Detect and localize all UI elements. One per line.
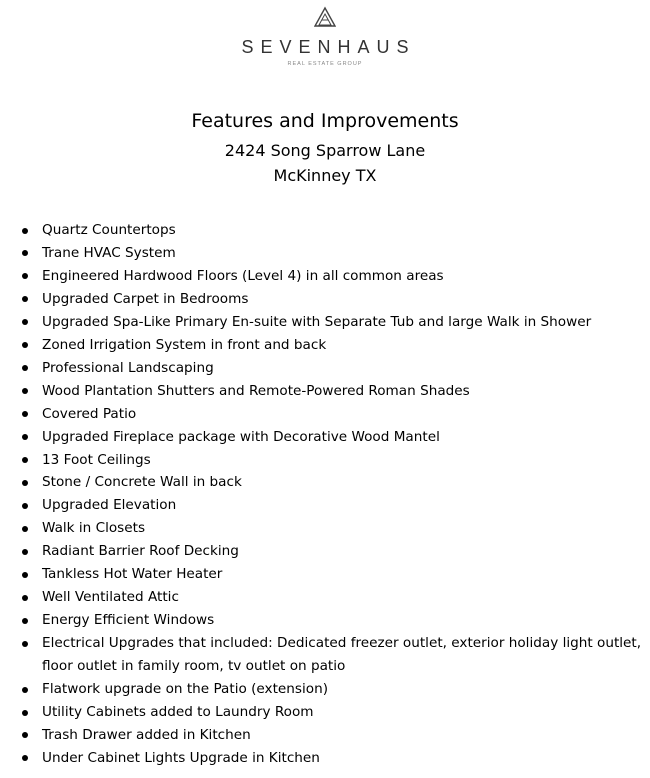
bullet-icon [22, 755, 28, 761]
brand-logo [0, 6, 650, 68]
list-item: Quartz Countertops [0, 219, 650, 242]
document-title: Features and Improvements [191, 110, 459, 132]
list-item: Flatwork upgrade on the Patio (extension) [0, 678, 650, 701]
bullet-icon [22, 549, 28, 555]
list-item: Professional Landscaping [0, 357, 650, 380]
bullet-icon [22, 273, 28, 279]
brand-tagline: REAL ESTATE GROUP [287, 61, 363, 67]
bullet-icon [22, 342, 28, 348]
bullet-icon [22, 296, 28, 302]
list-item: Trash Drawer added in Kitchen [0, 724, 650, 747]
list-item: Tankless Hot Water Heater [0, 563, 650, 586]
bullet-icon [22, 710, 28, 716]
features-list [0, 219, 650, 770]
list-item: Upgraded Elevation [0, 494, 650, 517]
bullet-icon [22, 595, 28, 601]
bullet-icon [22, 526, 28, 532]
list-item: Zoned Irrigation System in front and back [0, 334, 650, 357]
list-item: Upgraded Spa-Like Primary En-suite with Separate Tub and large Walk in Shower [0, 311, 650, 334]
list-item: Wood Plantation Shutters and Remote-Powered Roman Shades [0, 380, 650, 403]
address-line-2: McKinney TX [273, 166, 377, 185]
list-item: Well Ventilated Attic [0, 586, 650, 609]
bullet-icon [22, 457, 28, 463]
triangle-logo-icon [314, 6, 336, 28]
list-item: 13 Foot Ceilings [0, 449, 650, 472]
bullet-icon [22, 411, 28, 417]
list-item: Upgraded Fireplace package with Decorative Wood Mantel [0, 426, 650, 449]
bullet-icon [22, 250, 28, 256]
brand-name: SEVENHAUS [241, 37, 416, 57]
list-item: Energy Efficient Windows [0, 609, 650, 632]
bullet-icon [22, 365, 28, 371]
list-item: Under Cabinet Lights Upgrade in Kitchen [0, 747, 650, 770]
bullet-icon [22, 480, 28, 486]
list-item: Walk in Closets [0, 517, 650, 540]
list-item: Engineered Hardwood Floors (Level 4) in all common areas [0, 265, 650, 288]
bullet-icon [22, 434, 28, 440]
bullet-icon [22, 572, 28, 578]
bullet-icon [22, 732, 28, 738]
address-line-1: 2424 Song Sparrow Lane [224, 141, 426, 160]
bullet-icon [22, 641, 28, 647]
bullet-icon [22, 687, 28, 693]
list-item: Utility Cabinets added to Laundry Room [0, 701, 650, 724]
bullet-icon [22, 388, 28, 394]
list-item: Stone / Concrete Wall in back [0, 471, 650, 494]
list-item: Upgraded Carpet in Bedrooms [0, 288, 650, 311]
list-item: Radiant Barrier Roof Decking [0, 540, 650, 563]
bullet-icon [22, 319, 28, 325]
list-item: Trane HVAC System [0, 242, 650, 265]
list-item: Covered Patio [0, 403, 650, 426]
bullet-icon [22, 618, 28, 624]
list-item: Electrical Upgrades that included: Dedicated freezer outlet, exterior holiday light outlet, floor outlet in family room, tv outlet on patio [0, 632, 650, 678]
bullet-icon [22, 228, 28, 234]
bullet-icon [22, 503, 28, 509]
